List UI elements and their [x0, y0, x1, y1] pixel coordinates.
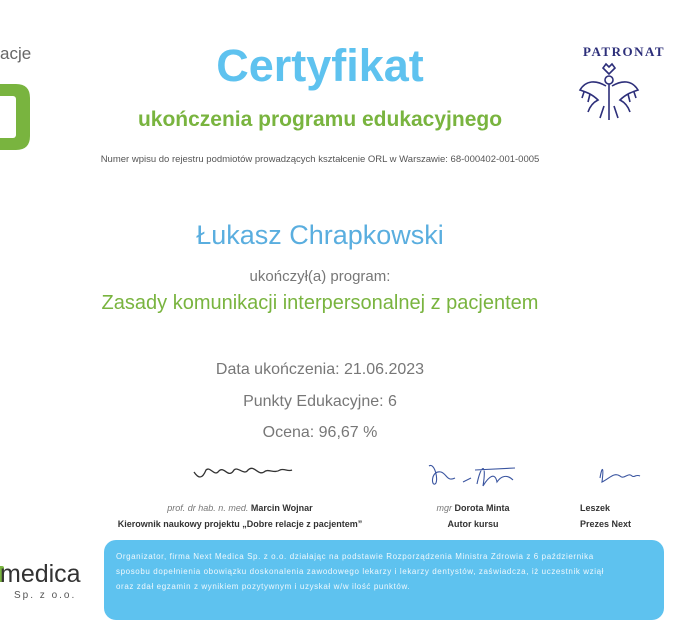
signer-prefix: mgr: [436, 503, 452, 513]
signer-prefix: prof. dr hab. n. med.: [167, 503, 249, 513]
certificate-subtitle: ukończenia programu edukacyjnego: [137, 108, 503, 131]
medica-logo-sub: Sp. z o.o.: [14, 590, 77, 601]
signature-block-2: [418, 503, 528, 529]
organizer-notice-text: [116, 549, 676, 594]
notice-line: Organizator, firma Next Medica Sp. z o.o. działając na podstawie Rozporządzenia Ministra Zdrowia z 6 października: [116, 552, 594, 561]
program-name: Zasady komunikacji interpersonalnej z pacjentem: [101, 292, 539, 314]
signer-name: Leszek: [580, 503, 611, 513]
education-points: Punkty Edukacyjne: 6: [243, 393, 397, 410]
signer-title: Prezes Next: [580, 519, 632, 529]
notice-line: oraz zdał egzamin z wynikiem pozytywnym i uzyskał w/w ilość punktów.: [116, 582, 411, 591]
signer-name: Dorota Minta: [454, 503, 510, 513]
grade: Ocena: 96,67 %: [262, 424, 378, 441]
completion-date: Data ukończenia: 21.06.2023: [215, 361, 425, 378]
recipient-name: Łukasz Chrapkowski: [196, 220, 444, 250]
organizer-notice: [104, 540, 664, 620]
completed-label: ukończył(a) program:: [249, 268, 391, 285]
signature-block-3: [580, 503, 640, 529]
patronat-label: PATRONAT: [583, 44, 666, 59]
notice-line: sposobu dopełnienia obowiązku doskonalenia zawodowego lekarzy i lekarzy dentystów, zaświadcza, iż uczestnik wziął: [116, 567, 605, 576]
signer-title: Kierownik naukowy projektu „Dobre relacje z pacjentem”: [117, 519, 363, 529]
signature-minta: [425, 458, 520, 492]
signature-leszek: [596, 458, 640, 492]
certificate-title: Certyfikat: [216, 40, 424, 91]
registry-number: Numer wpisu do rejestru podmiotów prowadzących kształcenie ORL w Warszawie: 68-000402-001-0005: [100, 154, 540, 165]
signature-wojnar: [188, 458, 298, 492]
logo-partial-text: acje: [0, 44, 32, 63]
medica-logo-text: medica: [0, 560, 81, 588]
signature-block-1: [110, 503, 370, 529]
signer-name: Marcin Wojnar: [250, 503, 313, 513]
signer-title: Autor kursu: [447, 519, 499, 529]
